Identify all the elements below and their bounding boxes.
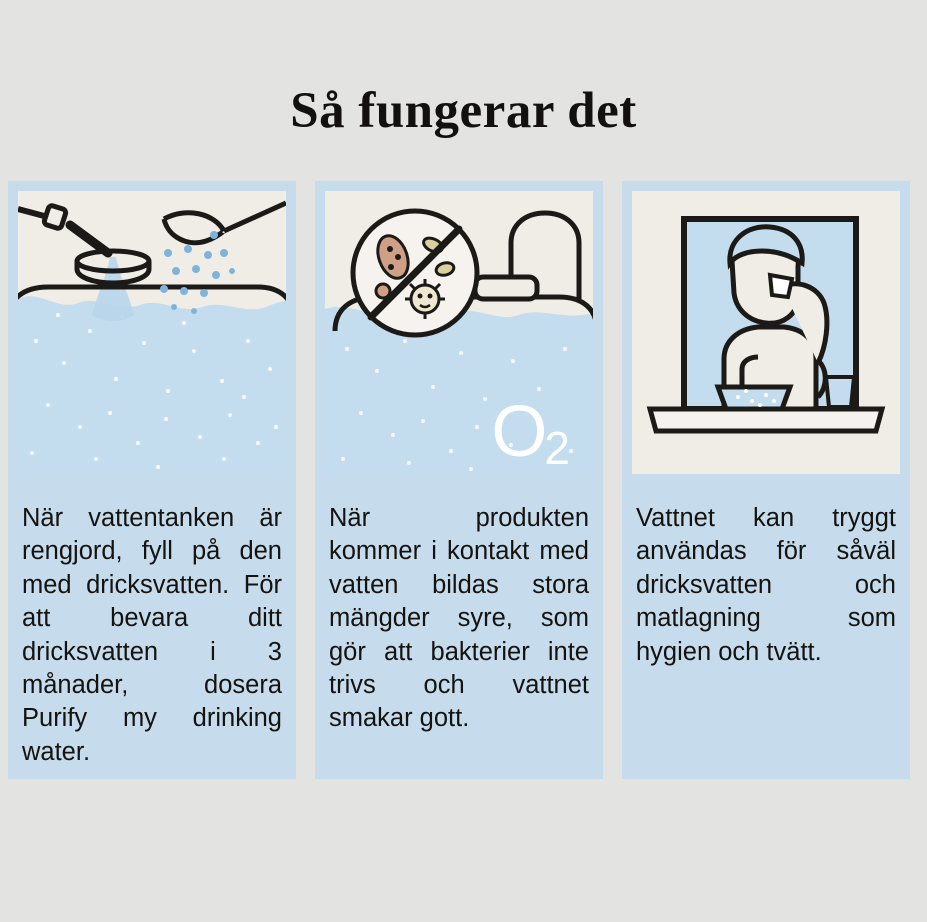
no-bacteria-oxygen-illustration [325, 191, 593, 474]
oxygen-label-subscript: 2 [544, 422, 569, 474]
oxygen-label [491, 392, 571, 474]
card-caption: När vattentanken är rengjord, fyll på den med dricksvatten. För att bevara ditt dricksvatten i 3 månader, dosera Purify my drinking water. [22, 504, 282, 766]
card-step-1 [8, 181, 296, 779]
card-step-3 [622, 181, 910, 779]
oxygen-label-letter: O [491, 392, 547, 472]
columns-container [0, 181, 927, 779]
card-caption: Vattnet kan tryggt användas för såväl dricksvatten och matlagning som hygien och tvätt. [636, 504, 896, 666]
person-drinking-water-illustration [632, 191, 900, 474]
tank-filling-illustration [18, 191, 286, 474]
page-title: Så fungerar det [290, 83, 637, 139]
card-caption: När produkten kommer i kontakt med vatten bildas stora mängder syre, som gör att bakterier inte trivs och vattnet smakar gott. [329, 504, 589, 733]
card-step-2 [315, 181, 603, 779]
